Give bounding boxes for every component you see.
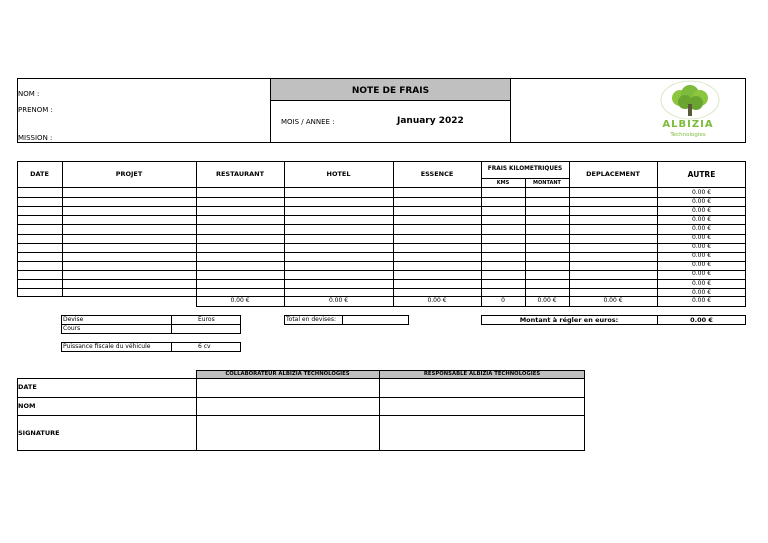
- row-total-autre: 0.00 €: [691, 216, 712, 223]
- sig-row-nom: NOM: [18, 402, 36, 410]
- table-row-line: [17, 279, 746, 280]
- sig-row-signature: SIGNATURE: [18, 429, 60, 437]
- puissance-label: Puissance fiscale du véhicule: [63, 343, 151, 350]
- col-header-restaurant: RESTAURANT: [215, 170, 265, 178]
- sig-row-date: DATE: [18, 383, 37, 391]
- sig-col-sep: [379, 378, 380, 451]
- devise-label: Devise: [63, 316, 84, 323]
- page-title: NOTE DE FRAIS: [351, 86, 430, 96]
- col-header-autre: AUTRE: [687, 170, 716, 179]
- total-deplacement: 0.00 €: [603, 297, 623, 304]
- total-montant: 0.00 €: [537, 297, 557, 304]
- totals-bottom-line: [196, 306, 746, 307]
- prenom-label: PRENOM :: [18, 106, 53, 114]
- devise-sep: [61, 324, 241, 325]
- table-row-line: [17, 270, 746, 271]
- row-total-autre: 0.00 €: [691, 270, 712, 277]
- table-row-line: [17, 261, 746, 262]
- total-devises-label: Total en devises:: [286, 316, 337, 323]
- devise-col-sep: [171, 315, 172, 334]
- table-row-line: [17, 288, 746, 289]
- table-row-line: [17, 197, 746, 198]
- frais-km-sub-line: [481, 178, 569, 179]
- total-restaurant: 0.00 €: [230, 297, 250, 304]
- sig-row-sep: [17, 397, 585, 398]
- row-total-autre: 0.00 €: [691, 252, 712, 259]
- montant-regler-label: Montant à régler en euros:: [519, 316, 619, 324]
- sig-row-sep: [17, 415, 585, 416]
- col-header-essence: ESSENCE: [420, 170, 454, 178]
- col-header-hotel: HOTEL: [326, 170, 351, 178]
- logo-subtext: Technologies: [670, 132, 706, 138]
- col-header-frais-km: FRAIS KILOMETRIQUES: [487, 166, 563, 172]
- total-kms: 0: [501, 297, 505, 304]
- total-autre: 0.00 €: [691, 297, 712, 304]
- row-total-autre: 0.00 €: [691, 207, 712, 214]
- nom-label: NOM :: [18, 90, 40, 98]
- total-essence: 0.00 €: [427, 297, 447, 304]
- col-header-date: DATE: [30, 170, 49, 178]
- mois-annee-label: MOIS / ANNEE :: [281, 118, 335, 126]
- row-total-autre: 0.00 €: [691, 225, 712, 232]
- row-total-autre: 0.00 €: [691, 234, 712, 241]
- montant-regler-value: 0.00 €: [690, 316, 713, 324]
- mois-annee-value[interactable]: January 2022: [397, 116, 464, 126]
- col-header-kms: KMS: [496, 180, 510, 186]
- sig-col-sep: [196, 378, 197, 451]
- table-row-line: [17, 215, 746, 216]
- total-devises-sep: [342, 315, 343, 325]
- table-row-line: [17, 224, 746, 225]
- cours-label: Cours: [63, 325, 81, 332]
- header-divider-2: [510, 78, 511, 143]
- col-header-montant: MONTANT: [533, 180, 561, 186]
- puissance-value[interactable]: 6 cv: [198, 343, 211, 350]
- table-row-line: [17, 243, 746, 244]
- mission-label: MISSION :: [18, 134, 53, 142]
- col-header-projet: PROJET: [115, 170, 143, 178]
- row-total-autre: 0.00 €: [691, 289, 712, 296]
- row-total-autre: 0.00 €: [691, 261, 712, 268]
- devise-value[interactable]: Euros: [198, 316, 215, 323]
- table-row-line: [17, 206, 746, 207]
- row-total-autre: 0.00 €: [691, 198, 712, 205]
- row-total-autre: 0.00 €: [691, 243, 712, 250]
- collab-header: COLLABORATEUR ALBIZIA TECHNOLOGIES: [225, 371, 350, 377]
- total-hotel: 0.00 €: [328, 297, 349, 304]
- row-total-autre: 0.00 €: [691, 189, 712, 196]
- row-total-autre: 0.00 €: [691, 280, 712, 287]
- logo-text: ALBIZIA: [662, 119, 714, 130]
- puissance-sep: [171, 342, 172, 352]
- table-row-line: [17, 252, 746, 253]
- resp-header: RESPONSABLE ALBIZIA TECHNOLOGIES: [423, 371, 541, 377]
- col-header-deplacement: DEPLACEMENT: [586, 170, 640, 178]
- table-row-line: [17, 234, 746, 235]
